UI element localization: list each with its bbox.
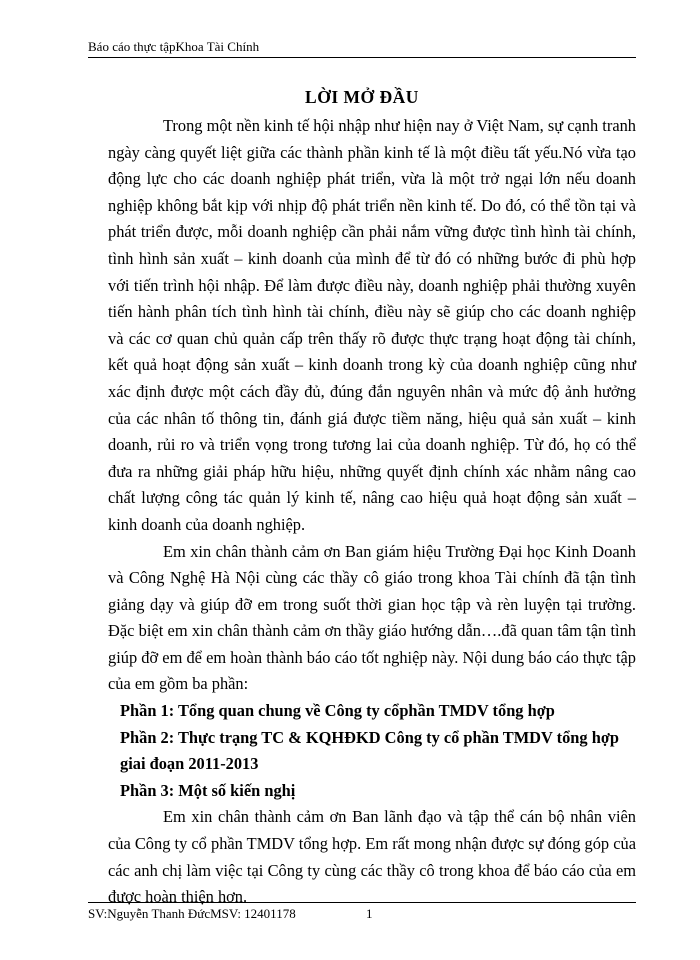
intro-paragraph: Trong một nền kinh tế hội nhập như hiện nay ở Việt Nam, sự cạnh tranh ngày càng quyết liệt giữa các thành phần kinh tế là một điều tất yếu.Nó vừa tạo động lực cho các doanh nghiệp phát triển, vừa là một trở ngại lớn nếu doanh nghiệp không bắt kịp với nhịp độ phát triển nền kinh tế. Do đó, có thể tồn tại và phát triển được, mỗi doanh nghiệp cần phải nắm vững được tình hình tài chính, tình hình sản xuất – kinh doanh của mình để từ đó có những bước đi phù hợp với tiến trình hội nhập. Để làm được điều này, doanh nghiệp phải thường xuyên tiến hành phân tích tình hình tài chính, điều này sẽ giúp cho các doanh nghiệp và các cơ quan chủ quản cấp trên thấy rõ được thực trạng hoạt động tài chính, kết quả hoạt động sản xuất – kinh doanh trong kỳ của doanh nghiệp cũng như xác định được một cách đầy đủ, đúng đắn nguyên nhân và mức độ ảnh hưởng của các nhân tố thông tin, đánh giá được tiềm năng, hiệu quả sản xuất – kinh doanh, rủi ro và triển vọng trong tương lai của doanh nghiệp. Từ đó, họ có thể đưa ra những giải pháp hữu hiệu, những quyết định chính xác nhằm nâng cao chất lượng công tác quản lý kinh tế, nâng cao hiệu quả hoạt động sản xuất – kinh doanh của doanh nghiệp. — [108, 116, 636, 534]
part-1-heading: Phần 1: Tổng quan chung về Công ty cổphần TMDV tổng hợp — [120, 701, 555, 721]
document-body — [108, 113, 636, 911]
thanks-paragraph: Em xin chân thành cảm ơn Ban giám hiệu Trường Đại học Kinh Doanh và Công Nghệ Hà Nội cùng các thầy cô giáo trong khoa Tài chính đã tận tình giảng dạy và giúp đỡ em trong suốt thời gian học tập và rèn luyện tại trường. Đặc biệt em xin chân thành cảm ơn thầy giáo hướng dẫn….đã quan tâm tận tình giúp đỡ em để em hoàn thành báo cáo tốt nghiệp này. Nội dung báo cáo thực tập của em gồm ba phần: — [108, 541, 636, 694]
page-header: Báo cáo thực tậpKhoa Tài Chính — [88, 38, 636, 58]
closing-paragraph: Em xin chân thành cảm ơn Ban lãnh đạo và tập thể cán bộ nhân viên của Công ty cổ phần TMDV tổng hợp. Em rất mong nhận được sự đóng góp của các anh chị làm việc tại Công ty cùng các thầy cô trong khoa để báo cáo của em được hoàn thiện hơn. — [108, 807, 636, 907]
student-info: SV:Nguyễn Thanh ĐứcMSV: 12401178 — [88, 906, 296, 921]
part-2-heading: Phần 2: Thực trạng TC & KQHĐKD Công ty cổ phần TMDV tổng hợp giai đoạn 2011-2013 — [120, 727, 620, 774]
footer-rule — [88, 902, 636, 903]
part-3-heading: Phần 3: Một số kiến nghị — [120, 780, 296, 800]
page-number: 1 — [366, 906, 373, 921]
page-title: LỜI MỞ ĐẦU — [305, 87, 419, 107]
